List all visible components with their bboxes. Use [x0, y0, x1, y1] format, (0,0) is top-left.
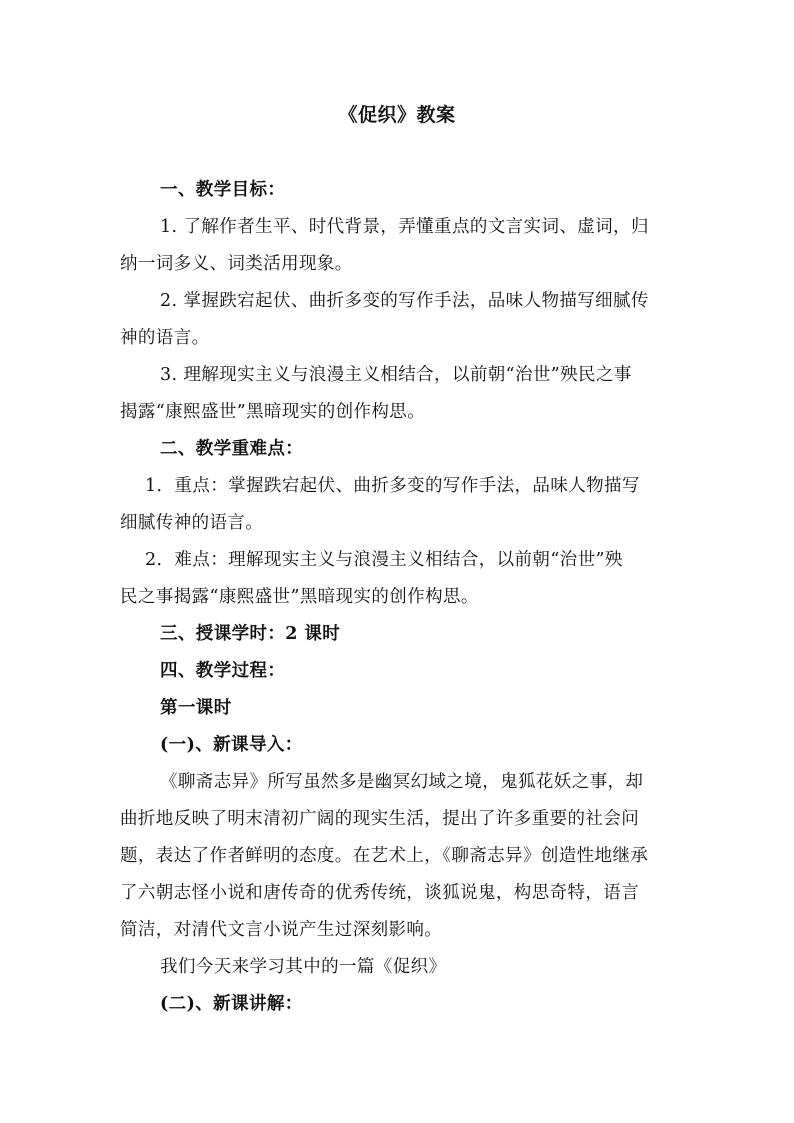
paragraph-line: 我们今天来学习其中的一篇《促织》	[160, 957, 447, 977]
paragraph-line: 纳一词多义、词类活用现象。	[120, 254, 353, 274]
paragraph-line: 曲折地反映了明末清初广阔的现实生活，提出了许多重要的社会问	[120, 809, 640, 829]
section-heading-hours: 三、授课学时：2 课时	[160, 624, 341, 644]
paragraph-line: 题，表达了作者鲜明的态度。在艺术上，《聊斋志异》创造性地继承	[120, 846, 649, 866]
paragraph-line: 神的语言。	[120, 328, 210, 348]
subheading-explanation: (二)、新课讲解：	[160, 994, 303, 1014]
section-heading-process: 四、教学过程：	[160, 661, 286, 681]
page-title: 《促织》教案	[338, 104, 456, 126]
subheading-first-lesson: 第一课时	[160, 698, 232, 718]
subheading-introduction: (一)、新课导入：	[160, 735, 303, 755]
paragraph-line: 1．重点：掌握跌宕起伏、曲折多变的写作手法，品味人物描写	[145, 476, 640, 496]
paragraph-line: 1. 了解作者生平、时代背景，弄懂重点的文言实词、虚词，归	[160, 217, 649, 237]
paragraph-line: 民之事揭露“康熙盛世”黑暗现实的创作构思。	[120, 587, 479, 607]
paragraph-line: 简洁，对清代文言小说产生过深刻影响。	[120, 920, 443, 940]
paragraph-line: 2. 掌握跌宕起伏、曲折多变的写作手法，品味人物描写细腻传	[160, 291, 649, 311]
paragraph-line: 《聊斋志异》所写虽然多是幽冥幻域之境，鬼狐花妖之事，却	[160, 772, 644, 792]
paragraph-line: 了六朝志怪小说和唐传奇的优秀传统，谈狐说鬼，构思奇特，语言	[120, 883, 640, 903]
paragraph-line: 揭露“康熙盛世”黑暗现实的创作构思。	[120, 402, 426, 422]
paragraph-line: 2．难点：理解现实主义与浪漫主义相结合，以前朝“治世”殃	[145, 550, 623, 570]
paragraph-line: 3. 理解现实主义与浪漫主义相结合，以前朝“治世”殃民之事	[160, 365, 632, 385]
paragraph-line: 细腻传神的语言。	[120, 513, 264, 533]
section-heading-key-points: 二、教学重难点：	[160, 439, 304, 459]
section-heading-objectives: 一、教学目标：	[160, 180, 286, 200]
